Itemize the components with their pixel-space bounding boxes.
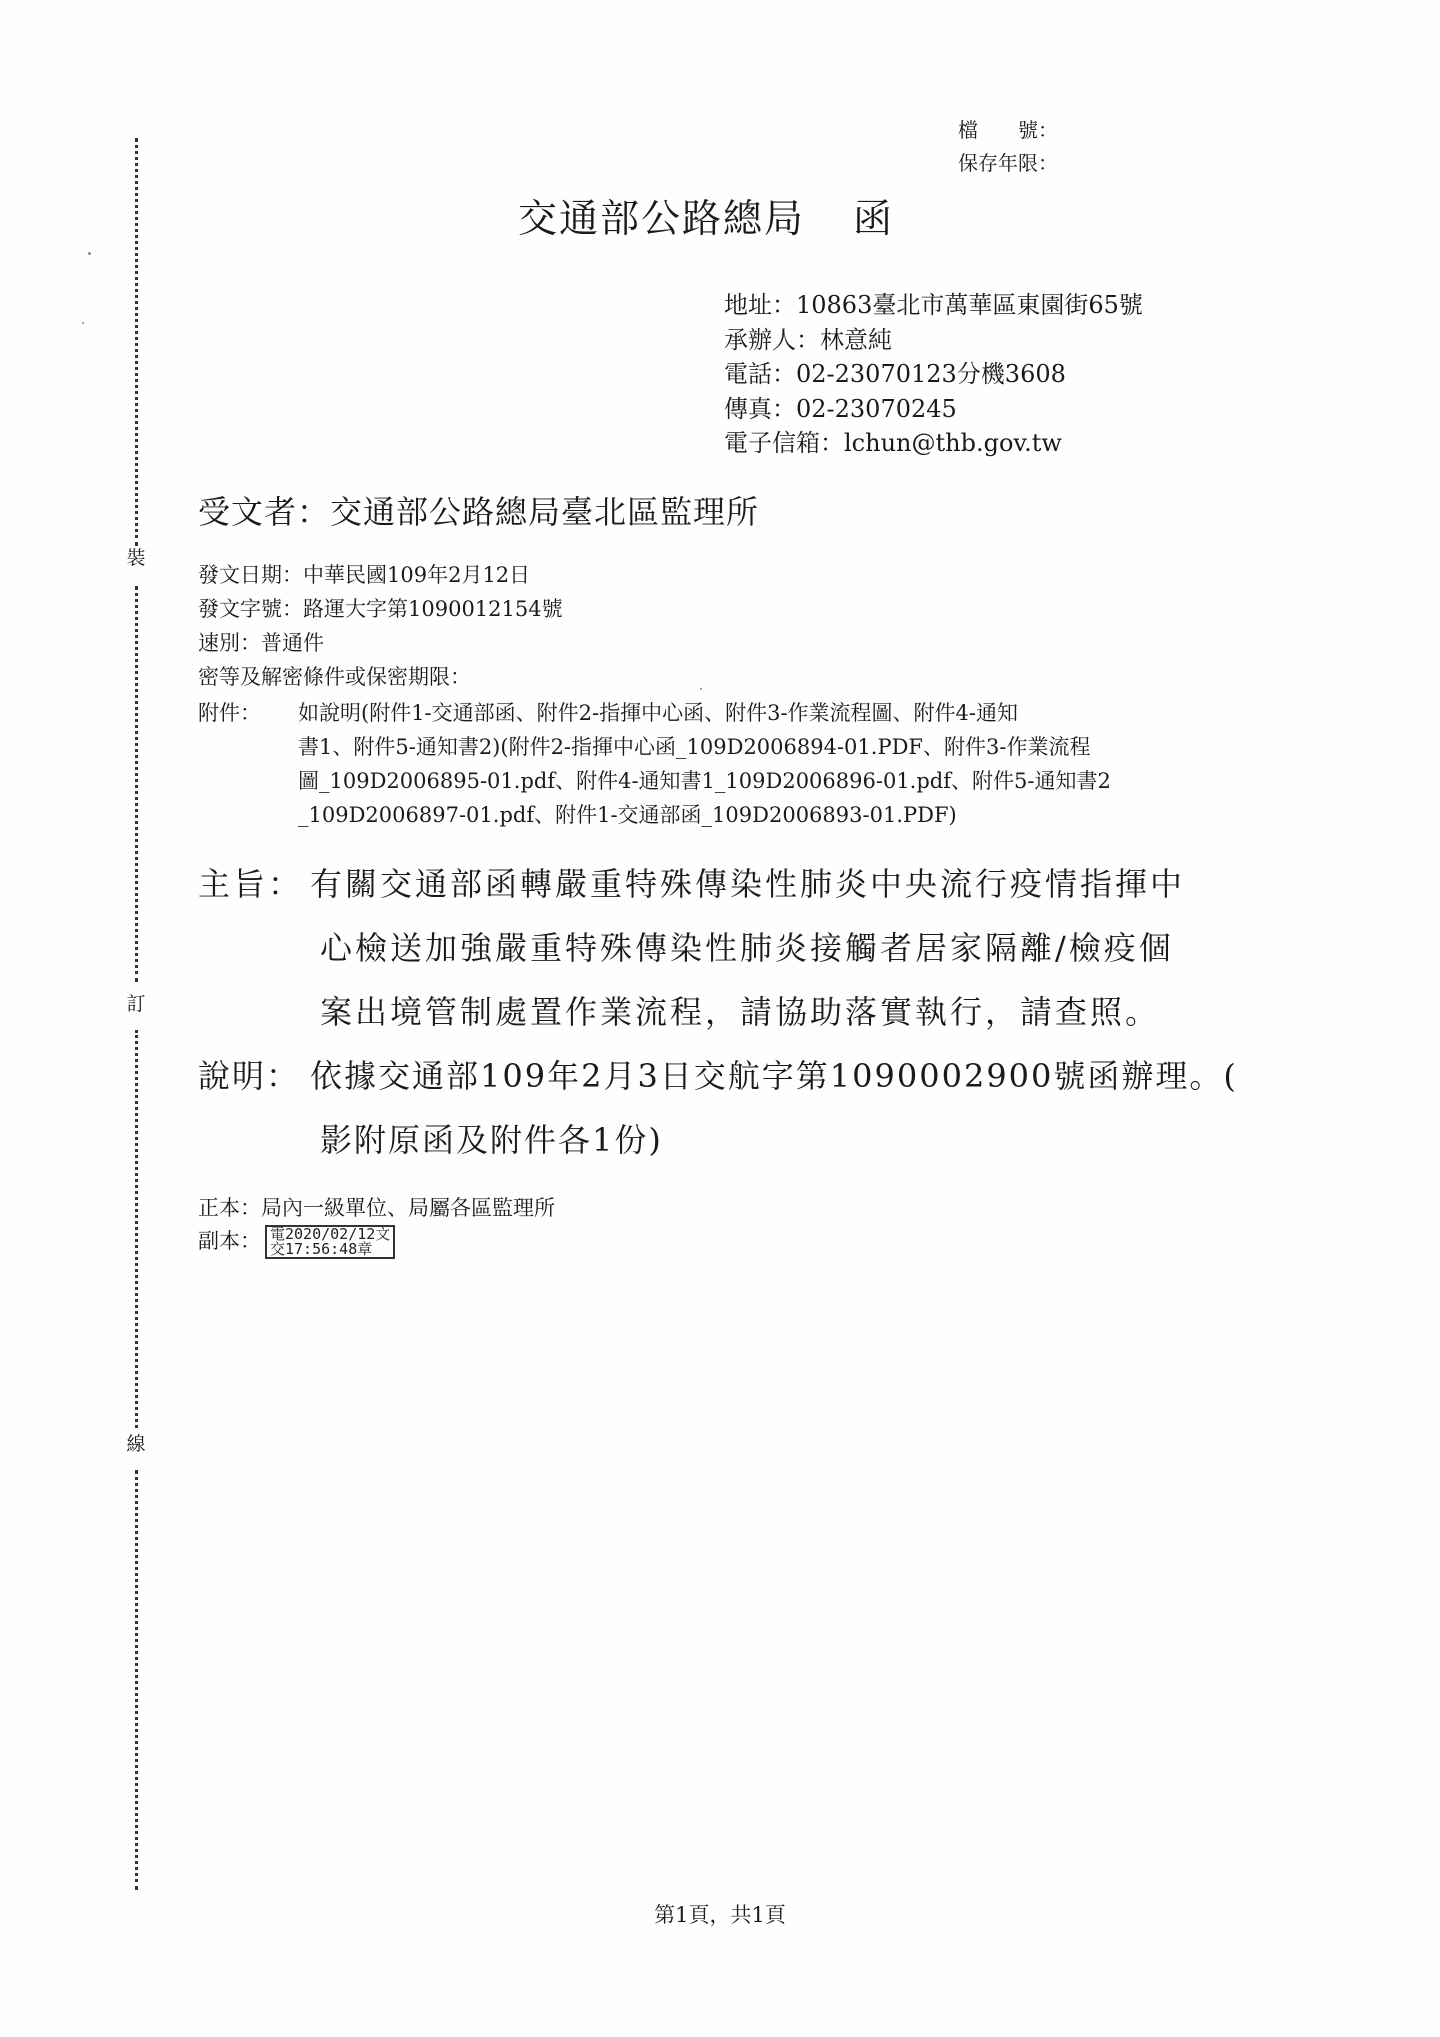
- explanation-label: 說明：: [198, 1057, 301, 1095]
- attachments-line: _109D2006897-01.pdf、附件1-交通部函_109D2006893-01.PDF): [298, 803, 957, 827]
- copies: [198, 1192, 555, 1259]
- attachments-line: 書1、附件5-通知書2)(附件2-指揮中心函_109D2006894-01.PDF、附件3-作業流程: [298, 735, 1091, 759]
- explanation-line: 影附原函及附件各1份): [320, 1121, 663, 1159]
- binding-line-lower: [135, 1030, 138, 1428]
- file-meta: [958, 114, 1058, 180]
- attachments-label: 附件：: [198, 701, 261, 725]
- attachments-line: 如說明(附件1-交通部函、附件2-指揮中心函、附件3-作業流程圖、附件4-通知: [298, 701, 1019, 725]
- page-footer: 第1頁，共1頁: [654, 1903, 786, 1927]
- issue-number: 發文字號：路運大字第1090012154號: [198, 597, 563, 621]
- stamp-line: 電2020/02/12文: [270, 1225, 391, 1243]
- secrecy-level: 密等及解密條件或保密期限：: [198, 665, 471, 689]
- scan-speck: [88, 252, 91, 255]
- cc-row: [198, 1225, 555, 1259]
- handler: 承辦人：林意純: [724, 325, 892, 354]
- phone: 電話：02-23070123分機3608: [724, 360, 1066, 388]
- subject-line: 案出境管制處置作業流程，請協助落實執行，請查照。: [320, 993, 1161, 1031]
- attachments: [198, 696, 1278, 832]
- subject-label: 主旨：: [198, 865, 304, 903]
- binding-line-upper: [135, 586, 138, 982]
- explanation: [198, 1044, 1238, 1172]
- attachments-line: 圖_109D2006895-01.pdf、附件4-通知書1_109D2006896-01.pdf、附件5-通知書2: [298, 769, 1111, 793]
- cc-label: 副本：: [198, 1229, 261, 1253]
- contact-block: [724, 288, 1143, 461]
- recipient: 受文者：交通部公路總局臺北區監理所: [198, 493, 760, 531]
- explanation-line: 依據交通部109年2月3日交航字第1090002900號函辦理。(: [310, 1057, 1238, 1095]
- retention-period: 保存年限：: [958, 151, 1058, 175]
- scan-speck: [82, 322, 84, 324]
- issue-date: 發文日期：中華民國109年2月12日: [198, 563, 531, 587]
- address: 地址：10863臺北市萬華區東園街65號: [724, 291, 1143, 319]
- issue-meta: [198, 558, 563, 694]
- file-number: 檔 號：: [958, 118, 1058, 142]
- original-recipients: 正本：局內一級單位、局屬各區監理所: [198, 1196, 555, 1220]
- document-type: 函: [853, 197, 895, 242]
- binding-line-top: [135, 138, 138, 546]
- electronic-exchange-stamp: [265, 1225, 395, 1259]
- binding-mark-ding: 訂: [124, 992, 148, 1016]
- fax: 傳真：02-23070245: [724, 394, 957, 423]
- scan-speck: [700, 688, 702, 690]
- binding-mark-zhuang: 裝: [124, 546, 148, 570]
- stamp-line: 交17:56:48章: [270, 1240, 373, 1258]
- subject-line: 有關交通部函轉嚴重特殊傳染性肺炎中央流行疫情指揮中: [310, 865, 1186, 903]
- binding-line-bottom: [135, 1470, 138, 1890]
- binding-mark-xian: 線: [124, 1432, 148, 1456]
- email: 電子信箱：lchun@thb.gov.tw: [724, 429, 1062, 457]
- subject-line: 心檢送加強嚴重特殊傳染性肺炎接觸者居家隔離/檢疫個: [320, 929, 1174, 967]
- agency-name: 交通部公路總局: [518, 197, 806, 242]
- subject: [198, 852, 1185, 1044]
- document-title: [518, 188, 894, 244]
- speed-class: 速別：普通件: [198, 631, 324, 655]
